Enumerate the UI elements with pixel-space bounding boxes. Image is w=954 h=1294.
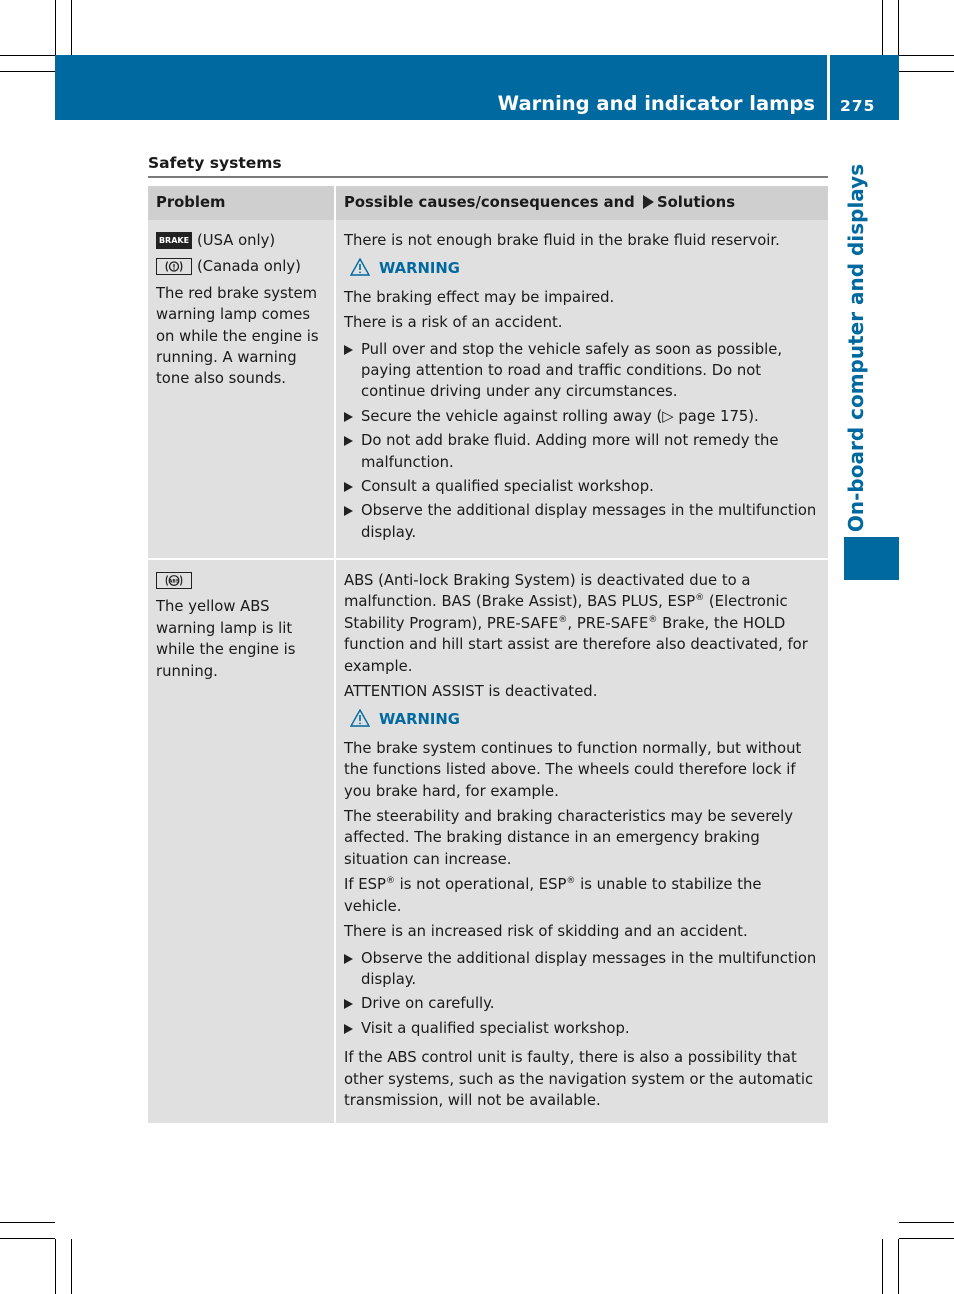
- bullet-arrow-icon: [344, 482, 353, 492]
- cause-text: There is not enough brake fluid in the brake fluid reservoir.: [344, 232, 780, 249]
- problem-cell: [148, 559, 335, 1123]
- bullet-arrow-icon: [344, 345, 353, 355]
- table-row: [148, 559, 828, 1123]
- solution-cell: [335, 559, 828, 1123]
- side-tab-marker: [844, 537, 899, 580]
- canada-only-label: (Canada only): [197, 258, 301, 276]
- cause-text-part: (Electronic Stability Program), PRE-SAFE: [344, 593, 788, 632]
- problem-description: The red brake system warning lamp comes on while the engine is running. A warning tone also sounds.: [156, 284, 319, 388]
- warning-text-part: is unable to stabilize the vehicle.: [344, 876, 762, 915]
- list-item-text: Do not add brake fluid. Adding more will not remedy the malfunction.: [361, 432, 779, 471]
- list-item: [344, 993, 822, 1014]
- brake-warning-lamp-icon: BRAKE: [156, 232, 192, 249]
- crop-mark: [71, 0, 72, 55]
- warning-heading: [350, 709, 822, 730]
- page-number-box: [830, 55, 899, 120]
- section-title: Safety systems: [148, 154, 282, 172]
- crop-mark: [0, 1238, 55, 1239]
- list-item: [344, 339, 822, 403]
- column-header-causes: [335, 186, 828, 220]
- cause-text-part: , PRE-SAFE: [567, 614, 649, 632]
- registered-mark: ®: [695, 593, 705, 604]
- header-bar: [55, 55, 827, 120]
- list-item-text: Drive on carefully.: [361, 995, 495, 1013]
- crop-mark: [0, 71, 55, 72]
- column-header-causes-text: Possible causes/consequences and: [344, 194, 635, 212]
- crop-mark: [899, 55, 954, 56]
- list-item-text: Visit a qualified specialist workshop.: [361, 1019, 630, 1037]
- table-header-row: [148, 186, 828, 220]
- registered-mark: ®: [558, 614, 568, 625]
- list-item-text: Secure the vehicle against rolling away (▷ page 175).: [361, 407, 759, 425]
- problem-description: The yellow ABS warning lamp is lit while the engine is running.: [156, 598, 296, 680]
- crop-mark: [71, 1239, 72, 1294]
- crop-mark: [882, 1239, 883, 1294]
- cause-text: ATTENTION ASSIST is deactivated.: [344, 683, 598, 701]
- list-item: [344, 476, 822, 497]
- warning-text: There is an increased risk of skidding and an accident.: [344, 923, 748, 941]
- list-item: [344, 1018, 822, 1039]
- side-chapter-text: On-board computer and displays: [844, 163, 868, 533]
- arrow-right-icon: [643, 195, 654, 209]
- warning-text: The steerability and braking characteristics may be severely affected. The braking distance in an emergency braking situation can increase.: [344, 808, 794, 868]
- usa-only-label: (USA only): [197, 232, 276, 249]
- bullet-arrow-icon: [344, 1024, 353, 1034]
- bullet-arrow-icon: [344, 506, 353, 516]
- list-item-text: Pull over and stop the vehicle safely as soon as possible, paying attention to road and traffic conditions. Do not continue driving under any circumstances.: [361, 340, 783, 401]
- list-item-text: Observe the additional display messages in the multifunction display.: [361, 949, 817, 988]
- bullet-arrow-icon: [344, 436, 353, 446]
- list-item: [344, 500, 822, 543]
- crop-mark: [898, 1239, 899, 1294]
- list-item: [344, 430, 822, 473]
- warning-triangle-icon: [350, 258, 370, 276]
- bullet-arrow-icon: [344, 954, 353, 964]
- warning-text-part: If ESP: [344, 876, 386, 894]
- bullet-arrow-icon: [344, 999, 353, 1009]
- table-row: [148, 220, 828, 559]
- crop-mark: [55, 0, 56, 55]
- problem-cell: [148, 220, 335, 559]
- abs-icon-text: ABS: [168, 578, 180, 584]
- list-item-text: Consult a qualified specialist workshop.: [361, 478, 654, 496]
- registered-mark: ®: [385, 876, 395, 887]
- warning-text: The braking effect may be impaired.: [344, 288, 615, 306]
- note-text: If the ABS control unit is faulty, there is also a possibility that other systems, such as the navigation system or the automatic transmission, will not be available.: [344, 1049, 814, 1109]
- chapter-title: Warning and indicator lamps: [497, 92, 815, 115]
- warning-label: WARNING: [379, 711, 460, 729]
- registered-mark: ®: [648, 614, 658, 625]
- warning-heading: [350, 258, 822, 279]
- crop-mark: [0, 55, 55, 56]
- column-header-problem: Problem: [148, 186, 335, 220]
- crop-mark: [899, 1222, 954, 1223]
- solution-cell: [335, 220, 828, 559]
- bullet-arrow-icon: [344, 412, 353, 422]
- registered-mark: ®: [566, 876, 576, 887]
- column-header-solutions-text: Solutions: [656, 194, 736, 212]
- crop-mark: [55, 1239, 56, 1294]
- list-item: [344, 406, 822, 427]
- warning-text: The brake system continues to function normally, but without the functions listed above. The wheels could therefore lock if you brake hard, for example.: [344, 739, 802, 800]
- warning-text: [344, 874, 822, 917]
- list-item: [344, 948, 822, 991]
- crop-mark: [898, 0, 899, 55]
- brake-circle-lamp-icon: [156, 258, 192, 275]
- warning-triangle-icon: [350, 709, 370, 727]
- list-item-text: Observe the additional display messages in the multifunction display.: [361, 502, 817, 541]
- cause-text: [344, 570, 822, 677]
- warning-text-part: is not operational, ESP: [394, 876, 567, 894]
- cause-text-part: Brake, the HOLD function and hill start assist are therefore also deactivated, for example.: [344, 614, 808, 675]
- crop-mark: [0, 1222, 55, 1223]
- crop-mark: [899, 1238, 954, 1239]
- cause-text-part: ABS (Anti-lock Braking System) is deactivated due to a malfunction. BAS (Brake Assist), BAS PLUS, ESP: [344, 572, 751, 611]
- page-number: 275: [840, 97, 876, 115]
- warning-text: There is a risk of an accident.: [344, 314, 563, 332]
- abs-lamp-icon: [156, 572, 192, 589]
- side-chapter-label: [842, 163, 870, 533]
- crop-mark: [882, 0, 883, 55]
- safety-systems-table: [148, 186, 828, 1123]
- warning-label: WARNING: [379, 260, 460, 278]
- crop-mark: [899, 71, 954, 72]
- section-divider: [148, 176, 828, 178]
